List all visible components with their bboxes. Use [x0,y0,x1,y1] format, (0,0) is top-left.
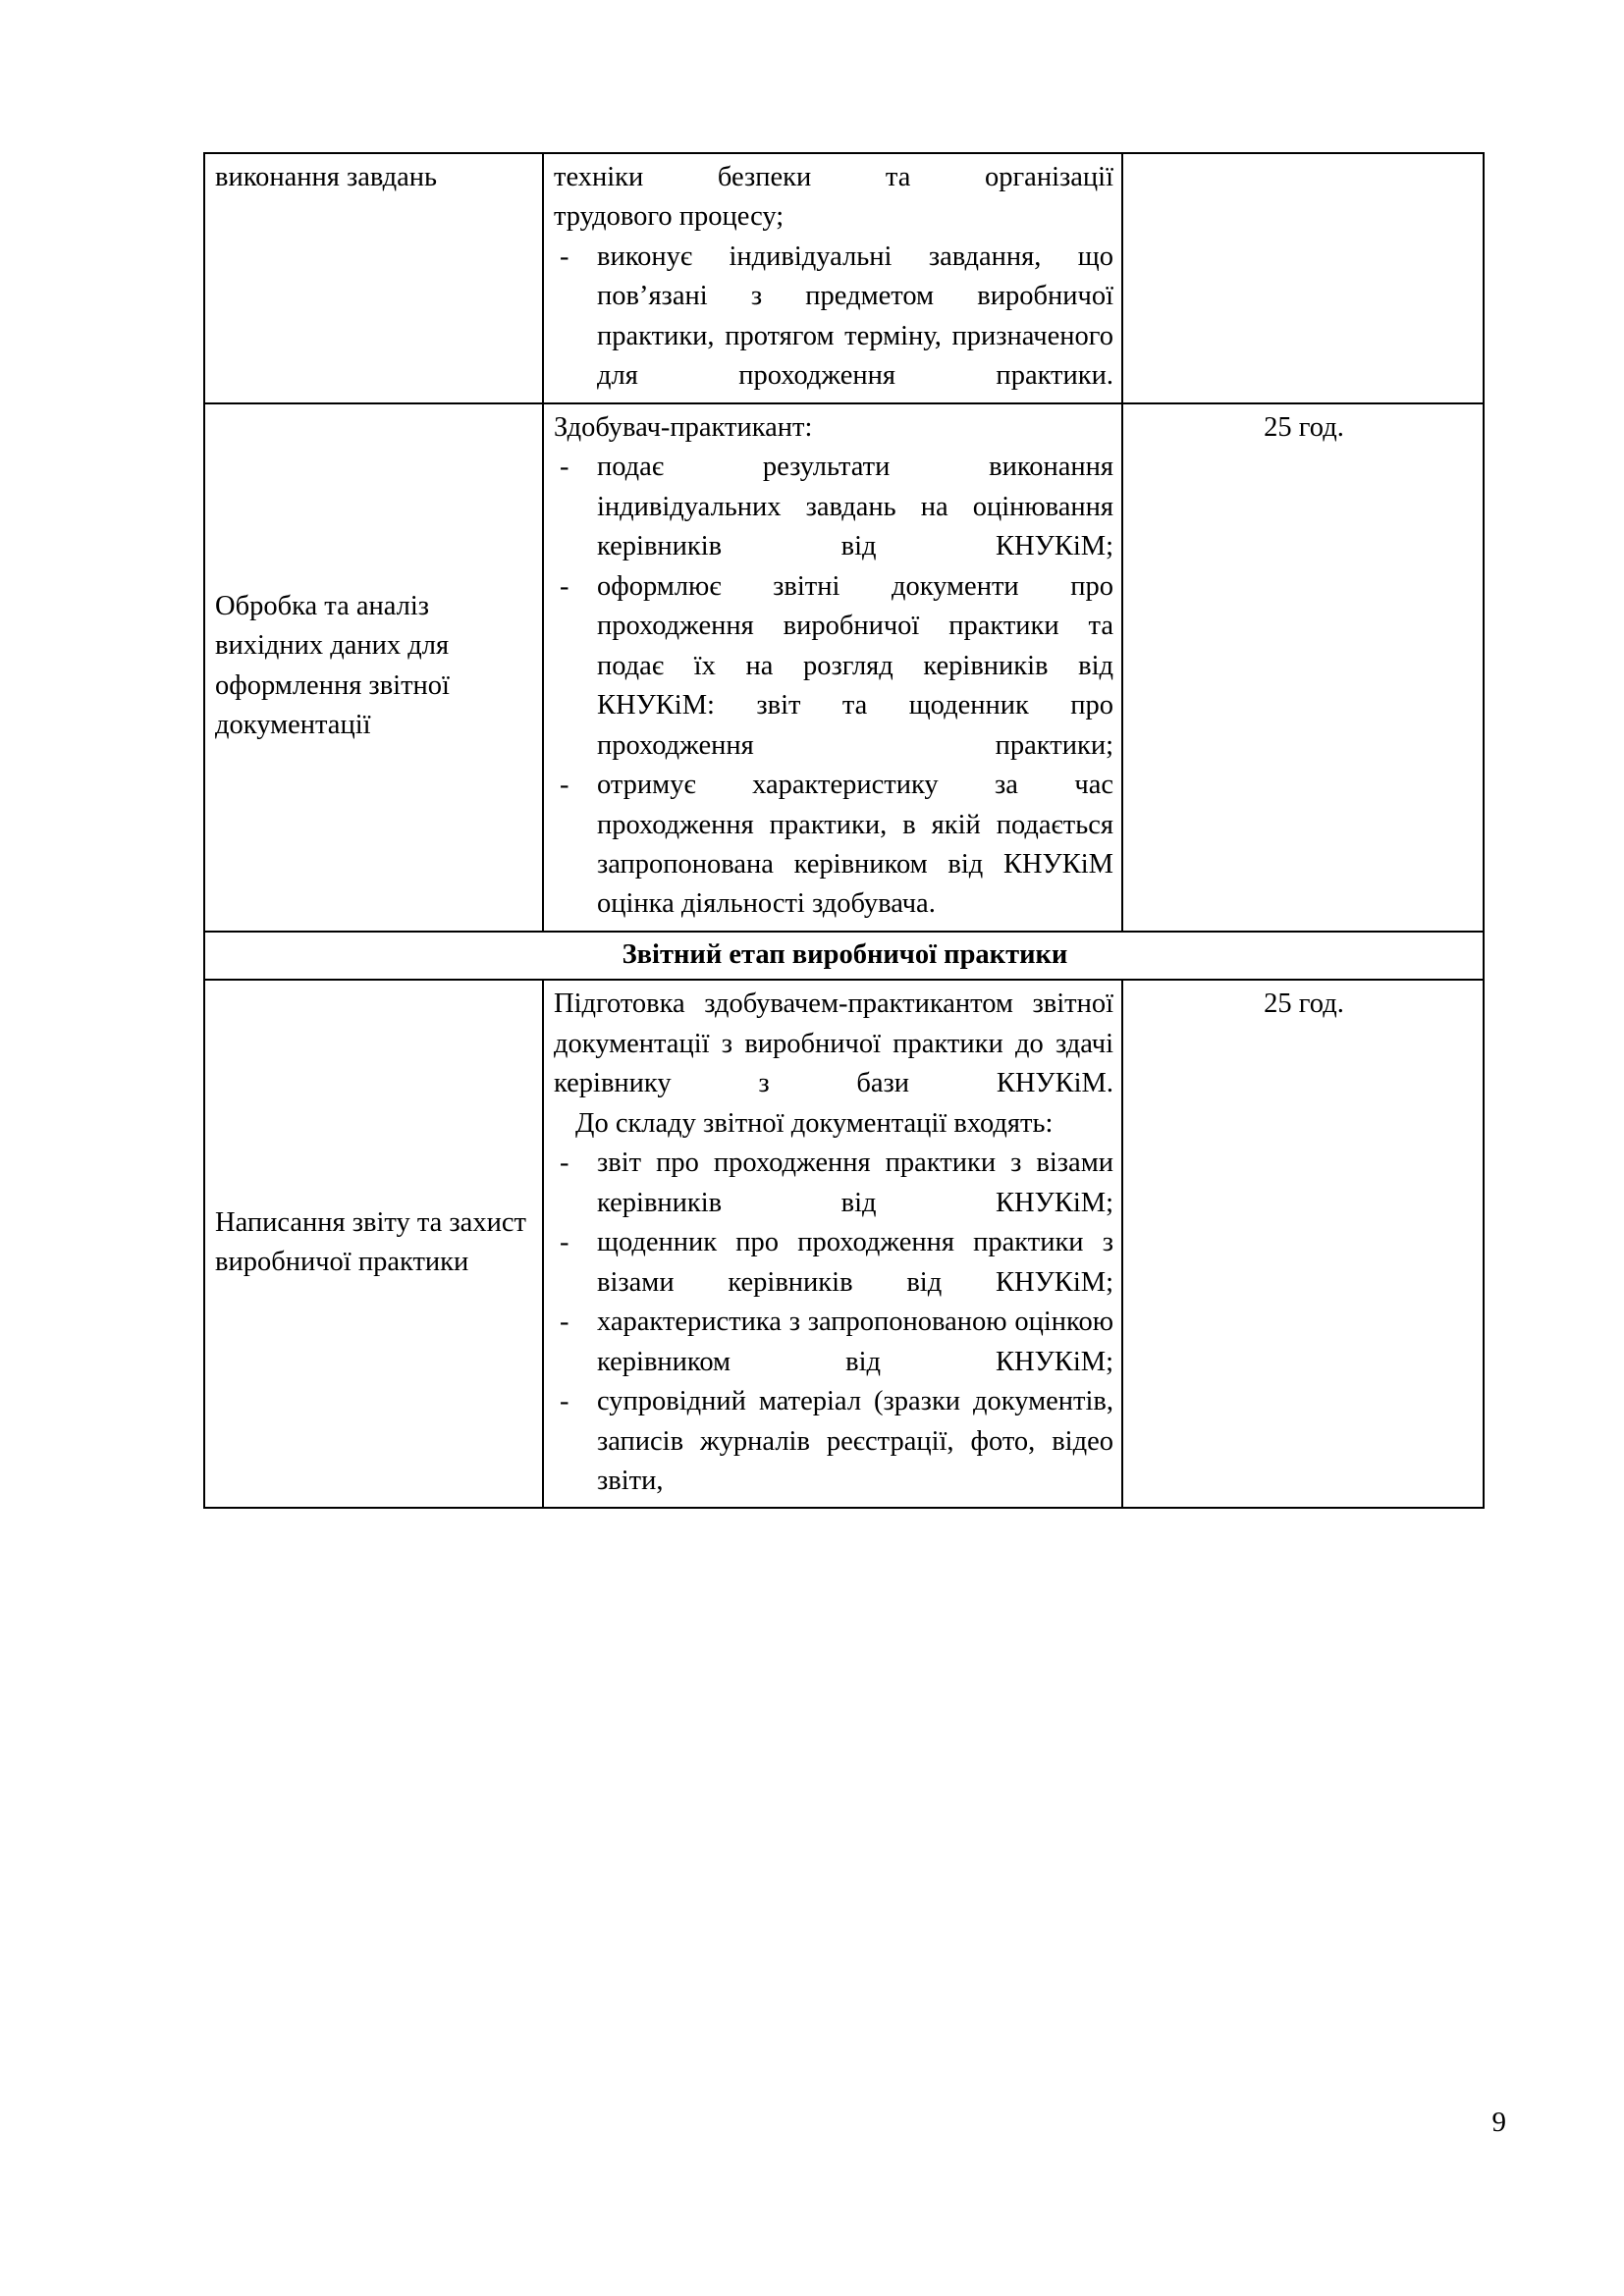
bullet-list [554,1144,1113,1501]
content-line: трудового процесу; [554,201,785,233]
hours-cell: 25 год. [1122,980,1484,1508]
bullet-list [554,448,1113,925]
list-item: - звіт про проходження практики з візами керівників від КНУКіМ; [554,1144,1113,1223]
stage-cell [204,403,543,932]
stage-label: виконання завдань [215,162,438,192]
stage-cell [204,153,543,403]
content-paragraph: До складу звітної документації входять: [575,1107,1054,1139]
content-cell [543,403,1122,932]
hours-cell [1122,153,1484,403]
bullet-list [554,238,1113,397]
list-item: - супровідний матеріал (зразки документів, записів журналів реєстрації, фото, відео звіти, [554,1382,1113,1501]
stage-label: Написання звіту та захист виробничої практики [215,1206,526,1278]
list-item: - подає результати виконання індивідуальних завдань на оцінювання керівників від КНУКіМ; [554,448,1113,566]
section-header: Звітний етап виробничої практики [204,932,1484,980]
content-intro: Здобувач-практикант: [554,411,813,443]
section-header-row [204,932,1484,980]
page-number: 9 [1491,2107,1506,2138]
hours-cell: 25 год. [1122,403,1484,932]
list-item: - оформлює звітні документи про проходження виробничої практики та подає їх на розгляд керівників від КНУКіМ: звіт та щоденник про проходження практики; [554,567,1113,766]
practice-stages-table [203,152,1485,1509]
content-cell [543,153,1122,403]
content-paragraph: Підготовка здобувачем-практикантом звітної документації з виробничої практики до здачі керівнику з бази КНУКіМ. [554,988,1113,1099]
table-row [204,153,1484,403]
table-row [204,980,1484,1508]
table-row [204,403,1484,932]
stage-cell [204,980,543,1508]
list-item: - характеристика з запропонованою оцінкою керівником від КНУКіМ; [554,1303,1113,1382]
stage-label: Обробка та аналіз вихідних даних для оформлення звітної документації [215,590,450,741]
list-item: - щоденник про проходження практики з візами керівників від КНУКіМ; [554,1223,1113,1303]
content-line: техніки безпеки та організації [554,162,1113,192]
list-item: - виконує індивідуальні завдання, що пов’язані з предметом виробничої практики, протягом терміну, призначеного для проходження практики. [554,238,1113,397]
list-item: - отримує характеристику за час проходження практики, в якій подається запропонована керівником від КНУКіМ оцінка діяльності здобувача. [554,766,1113,925]
content-cell [543,980,1122,1508]
